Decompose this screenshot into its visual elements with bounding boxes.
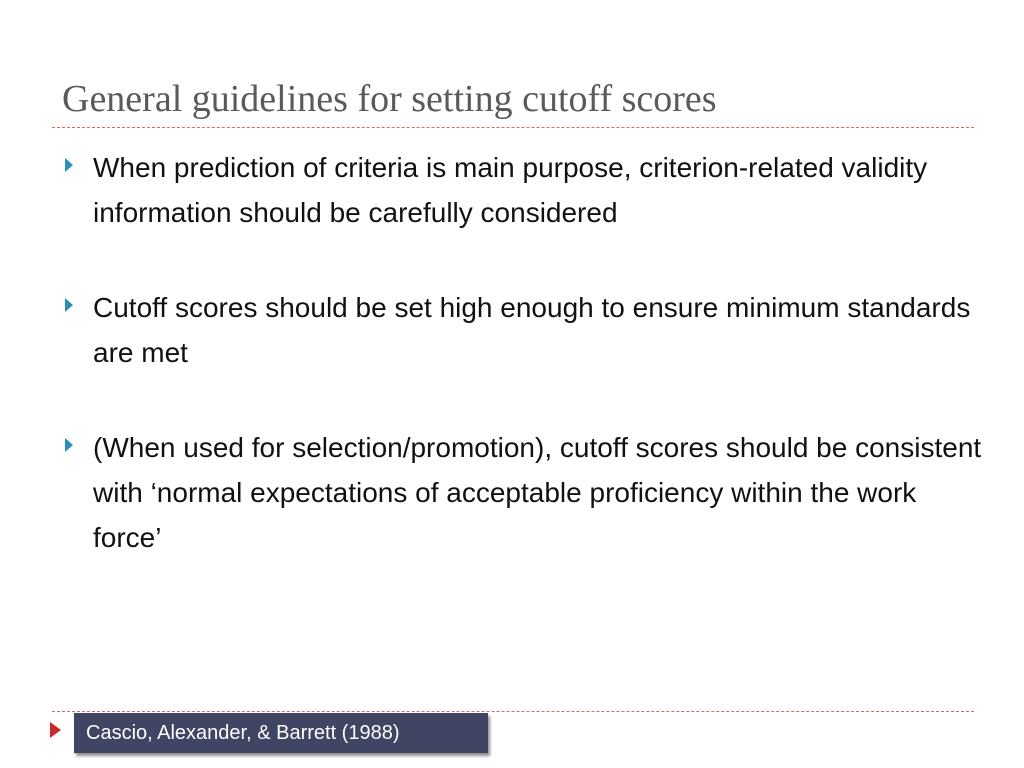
citation-text: Cascio, Alexander, & Barrett (1988) — [86, 722, 400, 744]
footer-divider — [52, 711, 974, 712]
citation-box — [74, 713, 488, 753]
bullet-list — [62, 145, 982, 610]
triangle-bullet-icon — [65, 438, 73, 452]
title-divider — [52, 127, 974, 128]
bullet-item — [62, 285, 982, 375]
bullet-item — [62, 425, 982, 560]
red-triangle-icon — [50, 722, 61, 738]
bullet-text: (When used for selection/promotion), cutoff scores should be consistent with ‘normal expectations of acceptable proficiency within the work force’ — [93, 432, 982, 553]
bullet-text: Cutoff scores should be set high enough to ensure minimum standards are met — [93, 292, 971, 368]
triangle-bullet-icon — [65, 158, 73, 172]
bullet-text: When prediction of criteria is main purpose, criterion-related validity information should be carefully considered — [93, 152, 928, 228]
triangle-bullet-icon — [65, 298, 73, 312]
slide-title: General guidelines for setting cutoff scores — [62, 78, 717, 120]
bullet-item — [62, 145, 982, 235]
